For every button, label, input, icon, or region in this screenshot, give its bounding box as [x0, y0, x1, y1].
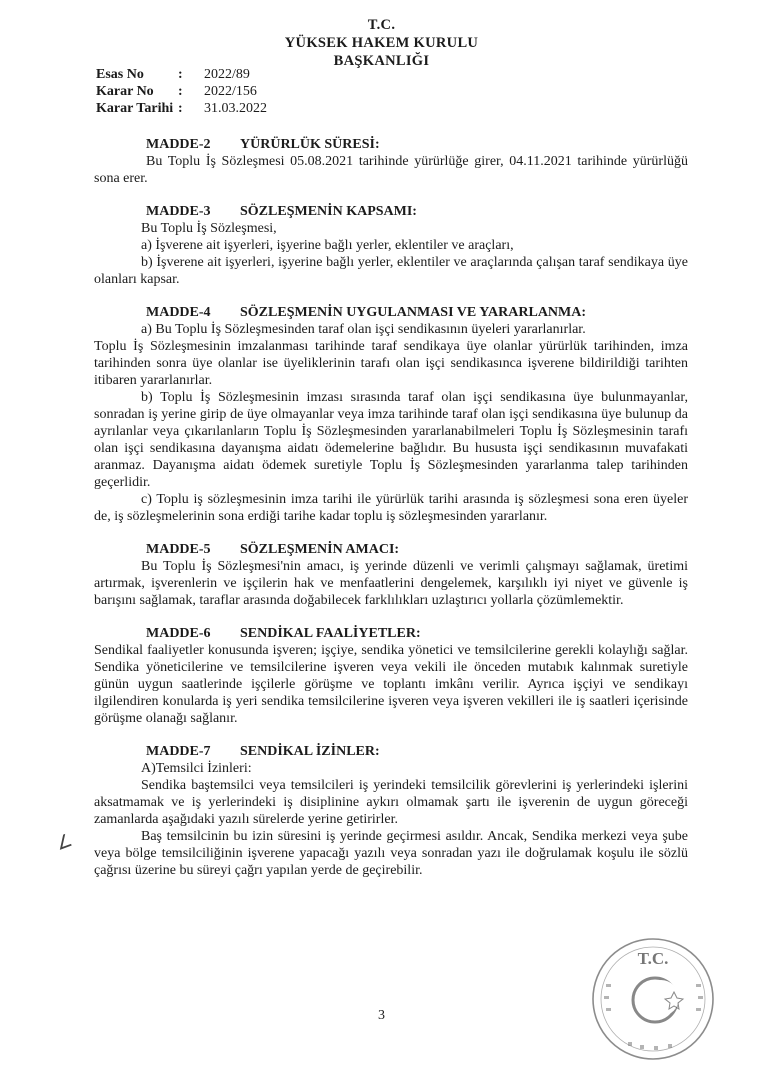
madde6-heading — [146, 625, 688, 642]
madde5-heading — [146, 541, 688, 558]
meta-value: 31.03.2022 — [204, 101, 267, 116]
header-department: BAŞKANLIĞI — [333, 53, 430, 69]
madde4-item-b: b) Toplu İş Sözleşmesinin imzası sırasında taraf olan işçi sendikasına üye bulunmayanlar, sonradan iş yerine girip de üye olmayanlar veya imza tarihinde taraf olan işçi sendikasına üye bulunup da ayrılanlar veya çıkarılanların Toplu İş Sözleşmesinden yararlanabilmeleri Toplu İş Sözleşmesinin tarafı olan işçi sendikasına dayanışma aidatı ödemelerine bağlıdır. Bu hususta işçi sendikasının muvafakati aranmaz. Dayanışma aidatı ödemek suretiyle Toplu İş Sözleşmesinden yararlanma talep tarihinden geçerlidir. — [94, 390, 688, 490]
header-tc: T.C. — [367, 17, 396, 33]
meta-sep: : — [178, 101, 183, 116]
meta-row-karar — [96, 83, 267, 100]
madde-title: SÖZLEŞMENİN AMACI: — [240, 542, 400, 557]
madde-number: MADDE-4 — [146, 305, 211, 320]
madde4-paragraph: Toplu İş Sözleşmesinin imzalanması tarihinde taraf sendikaya üye olanlar yürürlük tarihinden, imza tarihinden sonra üye olanlar ise üyeliklerinin tarafı olan işçi sendikasınca işverene bildirildiği tarihten itibaren yararlanırlar. — [94, 339, 688, 388]
madde7-subheading: A)Temsilci İzinleri: — [141, 761, 252, 776]
madde7-heading — [146, 743, 688, 760]
madde-title: SENDİKAL İZİNLER: — [240, 744, 380, 759]
madde3-item-a: a) İşverene ait işyerleri, işyerine bağlı yerler, eklentiler ve araçları, — [141, 238, 514, 253]
page-number: 3 — [378, 1008, 385, 1023]
madde4-heading — [146, 304, 688, 321]
madde-title: SÖZLEŞMENİN KAPSAMI: — [240, 204, 417, 219]
madde2-heading — [146, 136, 688, 153]
madde4-item-c: c) Toplu iş sözleşmesinin imza tarihi ile yürürlük tarihi arasında iş sözleşmesi sona eren üyeler de, iş sözleşmelerinin sona erdiği tarihe kadar toplu iş sözleşmesinden yararlanır. — [94, 492, 688, 524]
madde-number: MADDE-2 — [146, 137, 211, 152]
madde-number: MADDE-3 — [146, 204, 211, 219]
madde4-item-a: a) Bu Toplu İş Sözleşmesinden taraf olan işçi sendikasının üyeleri yararlanırlar. — [141, 322, 586, 337]
madde2-paragraph: Bu Toplu İş Sözleşmesi 05.08.2021 tarihinde yürürlüğe girer, 04.11.2021 tarihinde yürürlüğü sona erer. — [94, 154, 688, 186]
meta-key: Karar No — [96, 84, 154, 99]
madde3-paragraph: Bu Toplu İş Sözleşmesi, — [141, 221, 277, 236]
meta-key: Karar Tarihi — [96, 101, 174, 116]
handwritten-margin-mark: ∠ — [52, 829, 76, 856]
meta-row-tarih — [96, 100, 267, 117]
madde3-item-b: b) İşverene ait işyerleri, işyerine bağlı yerler, eklentiler ve araçlarında çalışan taraf sendikaya üye olanları kapsar. — [94, 255, 688, 287]
madde7-paragraph: Baş temsilcinin bu izin süresini iş yerinde geçirmesi asıldır. Ancak, Sendika merkezi veya şube veya bölge temsilciliğinin işverene yapacağı yazılı veya sonradan yazı ile doğrulamak koşulu ile sözlü çağrısı üzerine bu süreyi çağrı yapılan yerde de geçirebilir. — [94, 829, 688, 878]
document-body — [94, 136, 688, 879]
madde5-paragraph: Bu Toplu İş Sözleşmesi'nin amacı, iş yerinde düzenli ve verimli çalışmayı sağlamak, üretimi artırmak, işverenlerin ve işçilerin hak ve menfaatlerini dengelemek, karşılıklı iyi niyet ve güvenle iş barışını sağlamak, taraflar arasında doğabilecek farklılıkları uzlaştırıcı yollarla çözümlemektir. — [94, 559, 688, 608]
madde-title: SENDİKAL FAALİYETLER: — [240, 626, 421, 641]
madde-number: MADDE-5 — [146, 542, 211, 557]
madde6-paragraph: Sendikal faaliyetler konusunda işveren; işçiye, sendika yönetici ve temsilcilerine gerekli kolaylığı sağlar. Sendika yöneticilerine ve temsilcilerine işveren veya vekili ile önceden mutabık kalınmak suretiyle günün uygun saatlerinde işçilerle görüşme ve toplantı imkânı verilir. Ayrıca işçiyi ve sendikayı ilgilendiren konularda iş yeri sendika temsilcilerine işveren veya işveren vekilleri ile iş saatleri içerisinde görüşme olanağı sağlanır. — [94, 643, 688, 726]
meta-value: 2022/89 — [204, 67, 250, 82]
madde3-heading — [146, 203, 688, 220]
meta-sep: : — [178, 84, 183, 99]
meta-value: 2022/156 — [204, 84, 257, 99]
madde-title: YÜRÜRLÜK SÜRESİ: — [240, 137, 380, 152]
meta-row-esas — [96, 66, 267, 83]
madde-number: MADDE-6 — [146, 626, 211, 641]
seal-text-top: T.C. — [637, 949, 669, 968]
document-header — [0, 16, 763, 70]
madde-title: SÖZLEŞMENİN UYGULANMASI VE YARARLANMA: — [240, 305, 587, 320]
meta-key: Esas No — [96, 67, 144, 82]
madde7-paragraph: Sendika baştemsilci veya temsilcileri iş yerindeki temsilcilik görevlerini iş yerlerindeki işlerini aksatmamak ve iş yerlerindeki iş disiplinine aykırı olmamak şartı ile işverenin de uygun göreceği zamanlarda aşağıdaki yazılı sürelerde yerine getirirler. — [94, 778, 688, 827]
official-seal-stamp — [588, 934, 718, 1064]
case-metadata — [96, 66, 267, 117]
meta-sep: : — [178, 67, 183, 82]
madde-number: MADDE-7 — [146, 744, 211, 759]
header-institution: YÜKSEK HAKEM KURULU — [284, 35, 479, 51]
